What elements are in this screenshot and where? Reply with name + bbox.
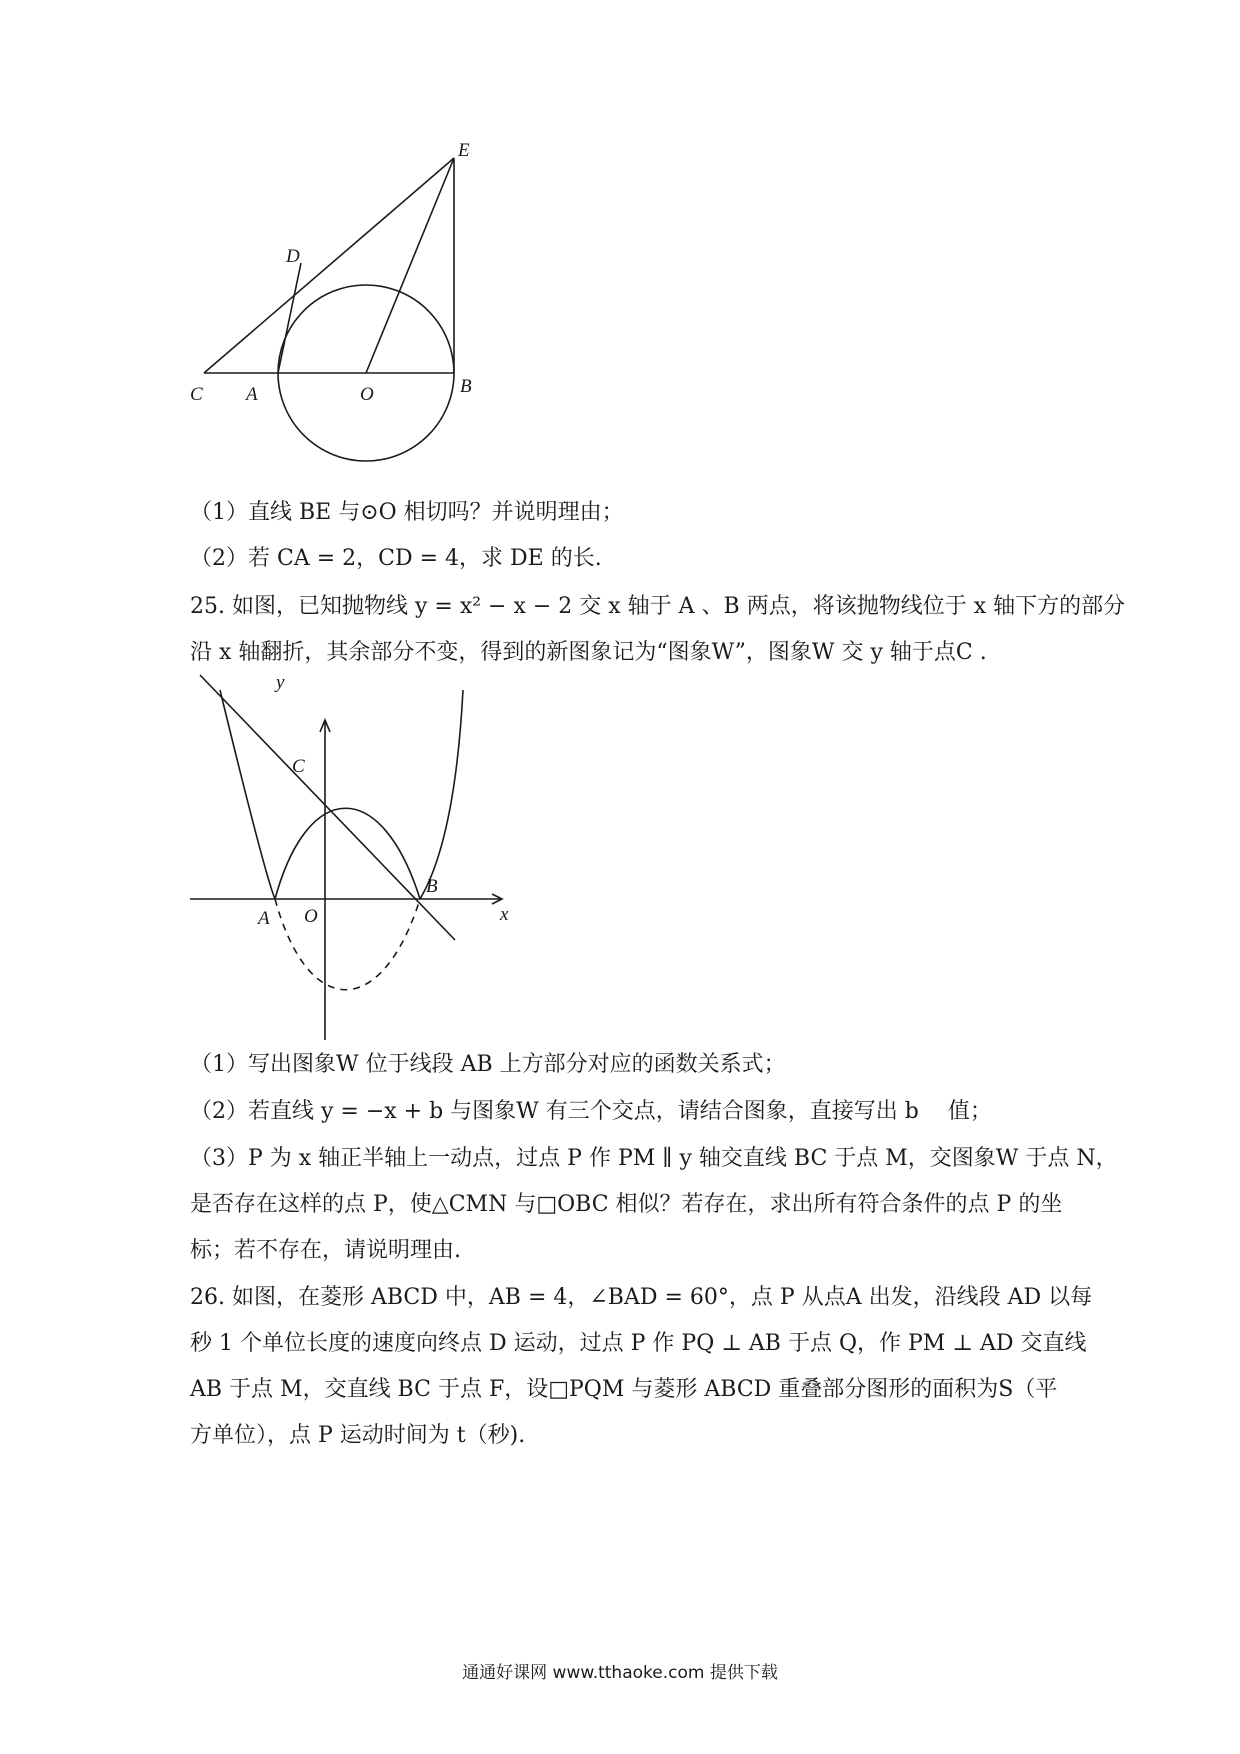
line-oe [366,158,454,373]
right-branch [420,690,463,899]
page-footer: 通通好课网 www.tthaoke.com 提供下载 [462,1663,778,1683]
label-c: C [190,384,203,405]
label-b: B [460,376,472,397]
q25-part-2: （2）若直线 y = −x + b 与图象W 有三个交点，请结合图象，直接写出 b 值； [190,1099,992,1124]
label-x: x [500,904,509,925]
label-a: A [258,908,270,929]
left-branch [220,690,275,899]
q26-line-3: AB 于点 M，交直线 BC 于点 F，设□PQM 与菱形 ABCD 重叠部分图形的面积为S（平 [190,1377,1058,1402]
parabola-graph-w [180,670,530,1040]
label-e: E [458,140,470,161]
q25-part-3-line-1: （3）P 为 x 轴正半轴上一动点，过点 P 作 PM ∥ y 轴交直线 BC 于点 M，交图象W 于点 N， [190,1146,1118,1171]
folded-arch [275,808,420,899]
q24-part-2: （2）若 CA = 2，CD = 4，求 DE 的长. [190,546,602,571]
label-o: O [304,906,318,927]
label-d: D [286,246,300,267]
q25-stem-line-2: 沿 x 轴翻折，其余部分不变，得到的新图象记为“图象W”，图象W 交 y 轴于点C . [190,640,987,665]
geometry-figure-circle [180,140,500,480]
label-o: O [360,384,374,405]
line-ce [204,158,454,373]
q26-line-2: 秒 1 个单位长度的速度向终点 D 运动，过点 P 作 PQ ⊥ AB 于点 Q，作 PM ⊥ AD 交直线 [190,1331,1087,1356]
q26-line-1: 26. 如图，在菱形 ABCD 中，AB = 4，∠BAD = 60°，点 P 从点A 出发，沿线段 AD 以每 [190,1285,1093,1310]
q25-part-3-line-3: 标；若不存在，请说明理由. [190,1238,461,1263]
q24-part-1: （1）直线 BE 与⊙O 相切吗？并说明理由； [190,500,624,525]
label-y: y [276,672,285,693]
label-a: A [246,384,258,405]
q25-stem-line-1: 25. 如图，已知抛物线 y = x² − x − 2 交 x 轴于 A 、B 两点，将该抛物线位于 x 轴下方的部分 [190,594,1126,619]
label-b: B [426,876,438,897]
q25-part-3-line-2: 是否存在这样的点 P，使△CMN 与□OBC 相似？若存在，求出所有符合条件的点 P 的坐 [190,1192,1063,1217]
q25-part-1: （1）写出图象W 位于线段 AB 上方部分对应的函数关系式； [190,1052,786,1077]
dashed-lower-part [275,899,420,990]
q26-line-4: 方单位），点 P 运动时间为 t（秒). [190,1423,526,1448]
line-bc [200,675,455,940]
label-c: C [292,756,305,777]
